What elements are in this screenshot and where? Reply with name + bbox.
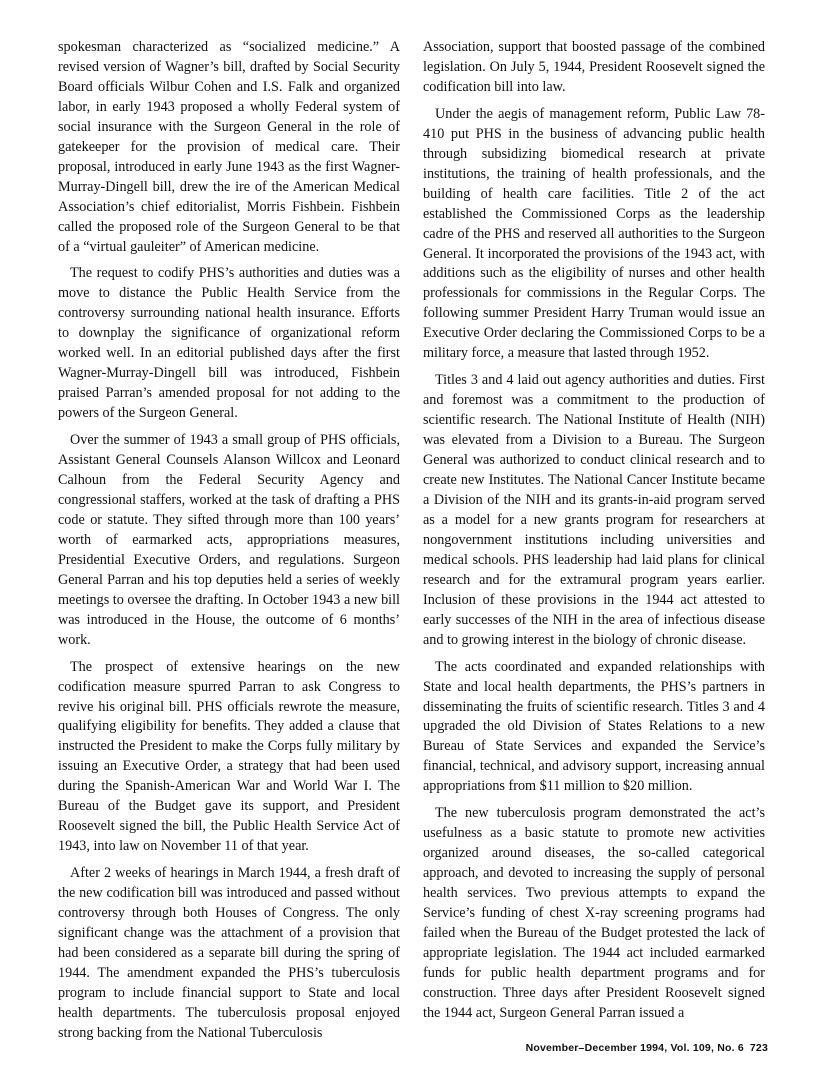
journal-citation: November–December 1994, Vol. 109, No. 6 bbox=[525, 1042, 744, 1054]
page-footer bbox=[526, 1042, 768, 1054]
left-column bbox=[58, 38, 400, 1051]
paragraph-right-1: Association, support that boosted passage of the combined legislation. On July 5, 1944, President Roosevelt signed the codification bill into law. bbox=[423, 39, 765, 95]
paragraph-left-5: After 2 weeks of hearings in March 1944, a fresh draft of the new codification bill was introduced and passed without controversy through both Houses of Congress. The only significant change was the attachment of a provision that had been considered as a separate bill during the spring of 1944. The amendment expanded the PHS’s tuberculosis program to include financial support to State and local health departments. The tuberculosis proposal enjoyed strong backing from the National Tuberculosis bbox=[58, 865, 400, 1041]
paragraph-left-4: The prospect of extensive hearings on the new codification measure spurred Parran to ask Congress to revive his original bill. PHS officials rewrote the measure, qualifying eligibility for benefits. They added a clause that instructed the President to make the Corps fully military by issuing an Executive Order, a strategy that had been used during the Spanish-American War and World War I. The Bureau of the Budget gave its support, and President Roosevelt signed the bill, the Public Health Service Act of 1943, into law on November 11 of that year. bbox=[58, 658, 400, 855]
paragraph-left-3: Over the summer of 1943 a small group of PHS officials, Assistant General Counsels Alanson Willcox and Leonard Calhoun from the Federal Security Agency and congressional staffers, worked at the task of drafting a PHS code or statute. They sifted through more than 100 years’ worth of earmarked acts, appropriations measures, Presidential Executive Orders, and regulations. Surgeon General Parran and his top deputies held a series of weekly meetings to oversee the drafting. In October 1943 a new bill was introduced in the House, the outcome of 6 months’ work. bbox=[58, 432, 400, 648]
paragraph-left-1: spokesman characterized as “socialized medicine.” A revised version of Wagner’s bill, drafted by Social Security Board officials Wilbur Cohen and I.S. Falk and organized labor, in early 1943 proposed a wholly Federal system of social insurance with the Surgeon General in the role of gatekeeper for the provision of medical care. Their proposal, introduced in early June 1943 as the first Wagner-Murray-Dingell bill, drew the ire of the American Medical Association’s chief editorialist, Morris Fishbein. Fishbein called the proposed role of the Surgeon General to be that of a “virtual gauleiter” of American medicine. bbox=[58, 39, 400, 255]
paragraph-left-2: The request to codify PHS’s authorities and duties was a move to distance the Public Health Service from the controversy surrounding national health insurance. Efforts to downplay the significance of organizational reform worked well. In an editorial published days after the first Wagner-Murray-Dingell bill was introduced, Fishbein praised Parran’s amended proposal for not adding to the powers of the Surgeon General. bbox=[58, 265, 400, 422]
paragraph-right-3: Titles 3 and 4 laid out agency authorities and duties. First and foremost was a commitment to the production of scientific research. The National Institute of Health (NIH) was elevated from a Division to a Bureau. The Surgeon General was authorized to conduct clinical research and to create new Institutes. The National Cancer Institute became a Division of the NIH and its grants-in-aid program served as a model for a new grants program for researchers at nongovernment institutions including universities and medical schools. PHS leadership had laid plans for clinical research and for the extramural program years earlier. Inclusion of these provisions in the 1944 act attested to early successes of the NIH in the area of infectious disease and to growing interest in the biology of chronic disease. bbox=[423, 372, 765, 648]
page-number: 723 bbox=[749, 1042, 768, 1054]
right-column bbox=[423, 38, 765, 1031]
paragraph-right-4: The acts coordinated and expanded relationships with State and local health departments, the PHS’s partners in disseminating the fruits of scientific research. Titles 3 and 4 upgraded the old Division of States Relations to a new Bureau of State Services and expanded the Service’s financial, technical, and advisory support, increasing annual appropriations from $11 million to $20 million. bbox=[423, 658, 765, 795]
paragraph-right-5: The new tuberculosis program demonstrated the act’s usefulness as a basic statute to promote new activities organized around diseases, the so-called categorical approach, and devoted to increasing the supply of personal health services. Two previous attempts to expand the Service’s funding of chest X-ray screening programs had failed when the Bureau of the Budget protested the lack of appropriate legislation. The 1944 act included earmarked funds for public health department programs and for construction. Three days after President Roosevelt signed the 1944 act, Surgeon General Parran issued a bbox=[423, 805, 765, 1021]
paragraph-right-2: Under the aegis of management reform, Public Law 78-410 put PHS in the business of advancing public health through subsidizing biomedical research at private institutions, the training of health professionals, and the building of health care facilities. Title 2 of the act established the Commissioned Corps as the leadership cadre of the PHS and reserved all authorities to the Surgeon General. It incorporated the provisions of the 1943 act, with additions such as the eligibility of nurses and other health professionals for commissions in the Regular Corps. The following summer President Harry Truman would issue an Executive Order declaring the Commissioned Corps to be a military force, a measure that lasted through 1952. bbox=[423, 105, 765, 362]
